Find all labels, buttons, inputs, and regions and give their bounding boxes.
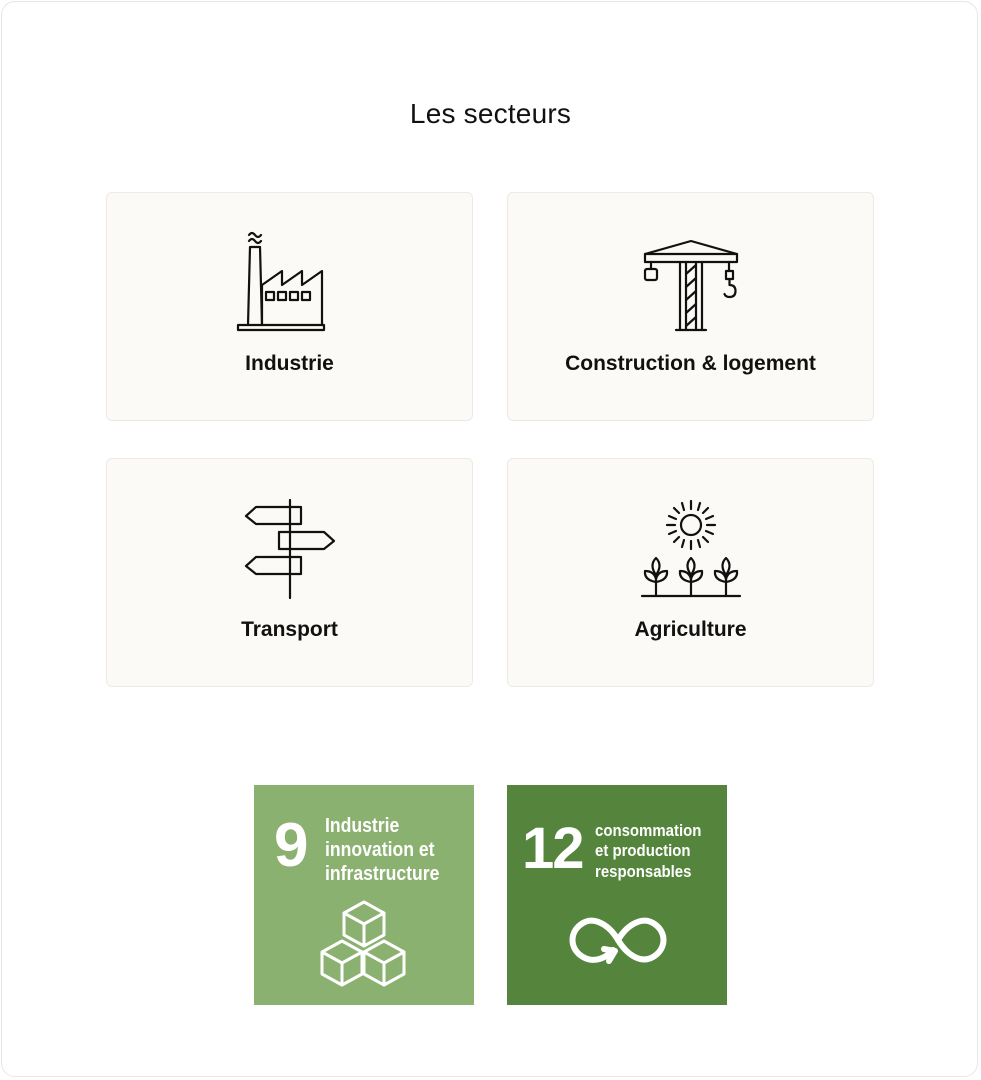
crane-icon bbox=[508, 229, 873, 335]
sector-card-transport[interactable] bbox=[106, 458, 473, 687]
sdg-number: 12 bbox=[522, 816, 583, 881]
sdg-badge-9 bbox=[254, 785, 474, 1005]
sdg-number: 9 bbox=[274, 811, 309, 880]
sector-label: Transport bbox=[241, 618, 338, 641]
factory-icon bbox=[107, 229, 472, 335]
sector-card-construction[interactable] bbox=[507, 192, 874, 421]
sdg-title-line: consommation bbox=[595, 821, 702, 840]
sector-label: Agriculture bbox=[634, 618, 747, 641]
sdg-title-line: infrastructure bbox=[325, 863, 440, 885]
infinity-loop-icon bbox=[563, 909, 673, 976]
cubes-icon bbox=[318, 899, 410, 996]
signpost-icon bbox=[107, 495, 472, 601]
sector-label: Construction & logement bbox=[565, 352, 816, 375]
sdg-title-line: et production bbox=[595, 841, 691, 861]
sdg-title-line: responsables bbox=[595, 861, 692, 881]
sdg-title bbox=[325, 814, 439, 886]
sun-crops-icon bbox=[508, 495, 873, 601]
sdg-title bbox=[595, 821, 701, 882]
sdg-title-line: innovation et bbox=[325, 839, 435, 861]
sector-label: Industrie bbox=[245, 352, 334, 375]
sdg-badge-12 bbox=[507, 785, 727, 1005]
page-title: Les secteurs bbox=[409, 98, 572, 129]
sdg-title-line: Industrie bbox=[325, 815, 400, 837]
sector-card-agriculture[interactable] bbox=[507, 458, 874, 687]
sector-card-industrie[interactable] bbox=[106, 192, 473, 421]
